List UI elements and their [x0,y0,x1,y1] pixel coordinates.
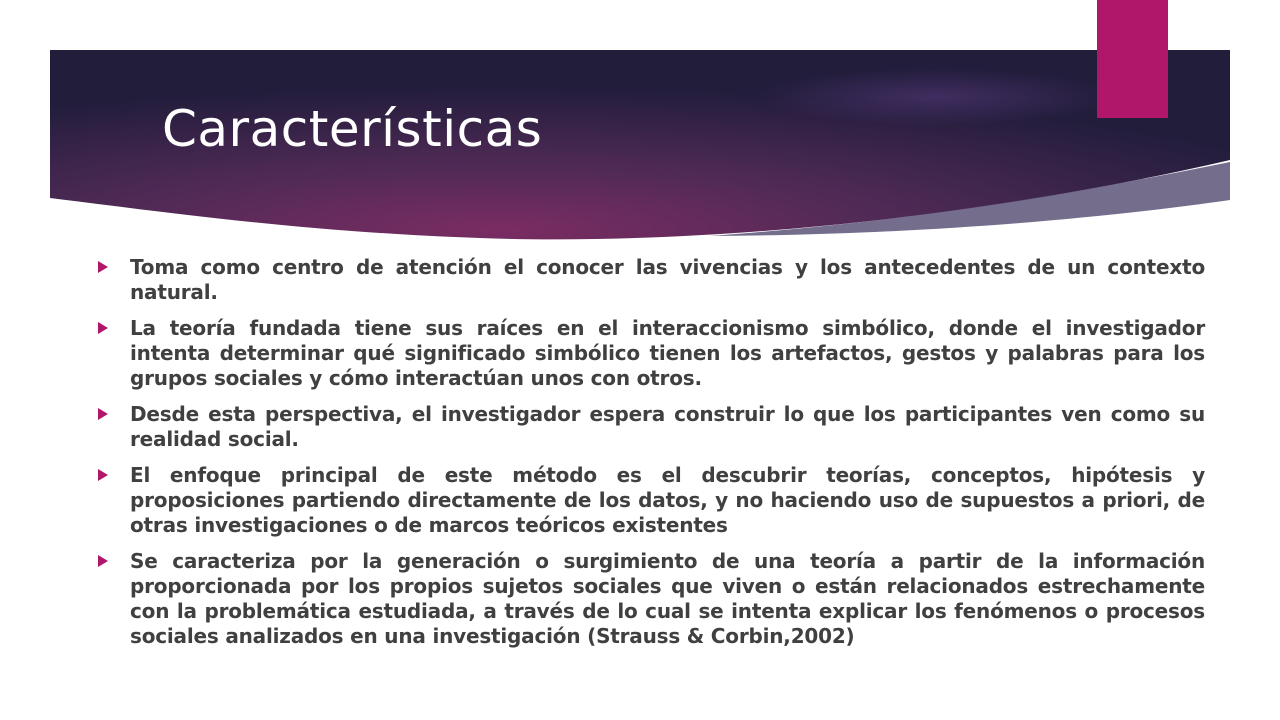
bullet-text: Toma como centro de atención el conocer las vivencias y los antecedentes de un contexto natural. [130,255,1205,304]
arrow-bullet-icon [98,408,108,420]
arrow-bullet-icon [98,261,108,273]
bullet-item [95,549,1205,649]
bullet-item [95,463,1205,538]
bullet-text: El enfoque principal de este método es el descubrir teorías, conceptos, hipótesis y proposiciones partiendo directamente de los datos, y no haciendo uso de supuestos a priori, de otras investigaciones o de marcos teóricos existentes [130,463,1205,537]
bullet-text: La teoría fundada tiene sus raíces en el interaccionismo simbólico, donde el investigador intenta determinar qué significado simbólico tienen los artefactos, gestos y palabras para los grupos sociales y cómo interactúan unos con otros. [130,316,1205,390]
bullet-item [95,255,1205,305]
bullet-text: Desde esta perspectiva, el investigador espera construir lo que los participantes ven como su realidad social. [130,402,1205,451]
bullet-item [95,316,1205,391]
bullet-list [95,255,1205,660]
arrow-bullet-icon [98,469,108,481]
bullet-text: Se caracteriza por la generación o surgimiento de una teoría a partir de la información proporcionada por los propios sujetos sociales que viven o están relacionados estrechamente con la problemática estudiada, a través de lo cual se intenta explicar los fenómenos o procesos sociales analizados en una investigación (Strauss & Corbin,2002) [130,549,1205,648]
bullet-item [95,402,1205,452]
arrow-bullet-icon [98,322,108,334]
accent-tab [1097,0,1168,118]
slide-title: Características [162,100,543,158]
arrow-bullet-icon [98,555,108,567]
